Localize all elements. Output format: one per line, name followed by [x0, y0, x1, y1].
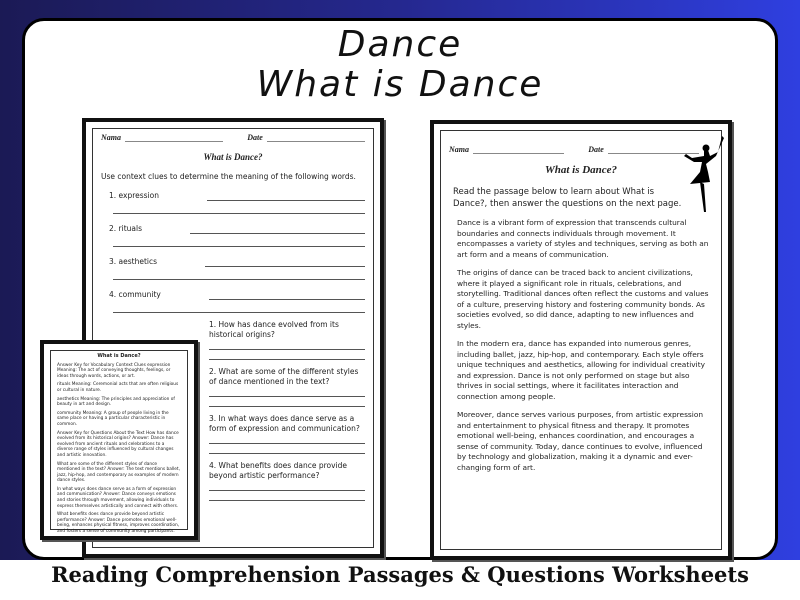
- passage-body: [449, 218, 713, 473]
- vocab-item: [101, 191, 365, 201]
- answer-key-item: What benefits does dance provide beyond artistic performance? Answer: Dance promotes emotional well-being, enhances physical fitness, improves coordination, and fosters a sense of community among participants.: [57, 512, 180, 535]
- passage-paragraph: In the modern era, dance has expanded into numerous genres, including ballet, jazz, hip-hop, and contemporary. Each style offers unique techniques and aesthetics, allowing for individual creativity and expression. Dance is not only performed on stage but also thrives in social settings, where it facilitates interaction and connection among people.: [457, 339, 705, 401]
- name-label: Nama: [449, 145, 469, 154]
- date-label: Date: [588, 145, 604, 154]
- answer-line: [209, 406, 365, 407]
- vocab-word: 4. community: [109, 290, 161, 299]
- passage-paragraph: The origins of dance can be traced back to ancient civilizations, where it played a significant role in rituals, celebrations, and storytelling. Traditional dances often reflect the customs and values of a culture, preserving history and fostering community bonds. As societies evolved, so did dance, adapting to new influences and styles.: [457, 268, 709, 330]
- answer-key-item: Answer Key for Questions About the Text How has dance evolved from its historical origins? Answer: Dance has evolved from ancient rituals and celebrations to a diverse range of styles influenced by cultural changes and artistic innovation.: [57, 430, 179, 458]
- vocab-word: 3. aesthetics: [109, 257, 158, 266]
- vocab-instruction: Use context clues to determine the meaning of the following words.: [101, 172, 356, 181]
- vocab-item: [101, 224, 365, 234]
- date-label: Date: [247, 133, 263, 142]
- answer-line: [113, 279, 365, 280]
- answer-line: [209, 453, 365, 454]
- answer-line: [209, 299, 365, 300]
- footer-caption: Reading Comprehension Passages & Questions Worksheets: [51, 562, 749, 587]
- subtitle: What is Dance: [256, 64, 544, 105]
- answer-key-item: Answer Key for Vocabulary Context Clues expression Meaning: The act of conveying thoughts, feelings, or ideas through words, actions, or art.: [57, 362, 171, 379]
- answer-key-item: rituals Meaning: Ceremonial acts that are often religious or cultural in nature.: [57, 382, 179, 393]
- vocab-word: 2. rituals: [109, 224, 142, 233]
- answer-line: [209, 500, 365, 501]
- passage-paragraph: Moreover, dance serves various purposes, from artistic expression and entertainment to physical fitness and therapy. It promotes emotional well-being, enhances coordination, and encourages a sense of community. Today, dance continues to evolve, influenced by technology and globalization, making it a dynamic and ever-changing form of art.: [457, 410, 704, 472]
- answer-key-item: What are some of the different styles of dance mentioned in the text? Answer: The text mentions ballet, jazz, hip-hop, and contemporary as examples of modern dance styles.: [57, 461, 180, 484]
- answer-line: [209, 396, 365, 397]
- answer-line: [209, 490, 365, 491]
- question: 3. In what ways does dance serve as a form of expression and communication?: [209, 414, 360, 433]
- sheet-title: What is Dance?: [544, 164, 618, 176]
- answer-key-title: What is Dance?: [97, 353, 141, 359]
- question: 1. How has dance evolved from its historical origins?: [209, 320, 339, 339]
- answer-line: [209, 443, 365, 444]
- vocab-item: [101, 290, 365, 300]
- worksheet-passage: [430, 120, 732, 560]
- answer-line: [113, 213, 365, 214]
- title: Dance: [337, 24, 463, 65]
- passage-intro: Read the passage below to learn about What is Dance?, then answer the questions on the next page.: [453, 187, 682, 209]
- answer-key-item: aesthetics Meaning: The principles and appreciation of beauty in art and design.: [57, 396, 175, 408]
- vocab-list: [101, 191, 365, 313]
- answer-line: [190, 233, 365, 234]
- name-label: Nama: [101, 133, 121, 142]
- answer-line: [209, 359, 365, 360]
- vocab-word: 1. expression: [109, 191, 159, 200]
- answer-key-item: In what ways does dance serve as a form of expression and communication? Answer: Dance conveys emotions and stories through movement, allowing individuals to express themselves artistically and connect with others.: [57, 486, 179, 509]
- answer-key-sheet: [40, 340, 198, 540]
- answer-line: [207, 200, 365, 201]
- answer-key-item: community Meaning: A group of people living in the same place or having a particular characteristic in common.: [57, 410, 169, 427]
- question: 2. What are some of the different styles of dance mentioned in the text?: [209, 367, 359, 386]
- passage-paragraph: Dance is a vibrant form of expression that transcends cultural boundaries and connects individuals through movement. It encompasses a variety of styles and techniques, serving as both an art form and a means of communication.: [457, 218, 709, 259]
- sheet-title: What is Dance?: [203, 152, 263, 162]
- vocab-item: [101, 257, 365, 267]
- answer-line: [209, 349, 365, 350]
- ballerina-icon: [682, 134, 726, 214]
- answer-line: [113, 246, 365, 247]
- answer-line: [113, 312, 365, 313]
- question: 4. What benefits does dance provide beyond artistic performance?: [209, 461, 347, 480]
- answer-line: [205, 266, 365, 267]
